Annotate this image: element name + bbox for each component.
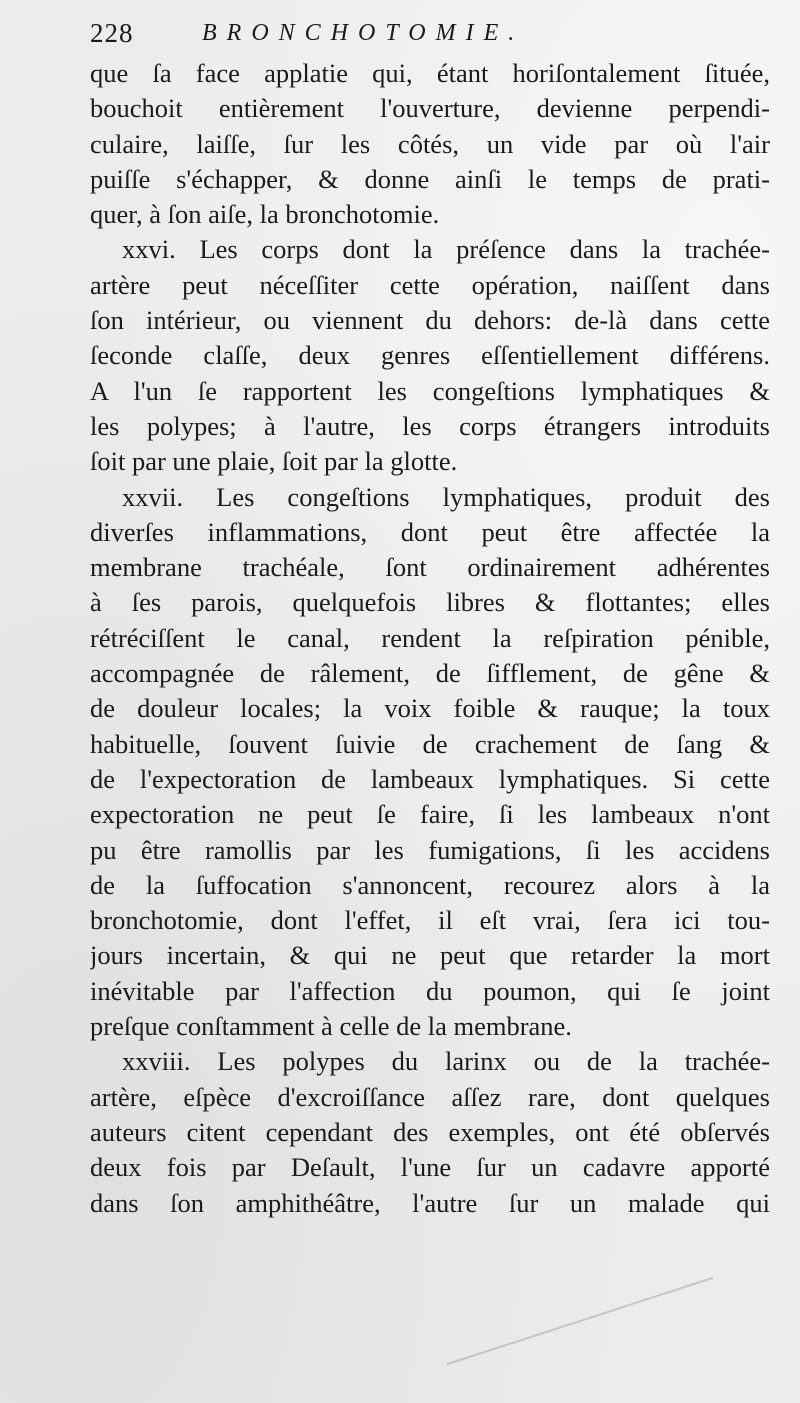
body-text bbox=[90, 56, 770, 1221]
text-line: inévitable par l'affection du poumon, qui ſe joint bbox=[90, 975, 770, 1006]
paragraph-xxvii-start: xxvii. Les congeſtions lymphatiques, produit des bbox=[122, 481, 770, 512]
running-head: BRONCHOTOMIE. bbox=[202, 20, 525, 46]
text-line: bronchotomie, dont l'effet, il eſt vrai, ſera ici tou- bbox=[90, 905, 770, 936]
paragraph-xxviii-start: xxviii. Les polypes du larinx ou de la trachée- bbox=[122, 1046, 770, 1077]
text-line: artère, eſpèce d'excroiſſance aſſez rare, dont quelques bbox=[90, 1081, 770, 1112]
text-line: quer, à ſon aiſe, la bronchotomie. bbox=[90, 199, 440, 230]
text-line: rétréciſſent le canal, rendent la reſpiration pénible, bbox=[90, 622, 770, 653]
text-line: expectoration ne peut ſe faire, ſi les lambeaux n'ont bbox=[90, 799, 770, 830]
page-number: 228 bbox=[90, 18, 134, 48]
text-line: culaire, laiſſe, ſur les côtés, un vide par où l'air bbox=[90, 128, 770, 159]
text-line: de la ſuffocation s'annoncent, recourez alors à la bbox=[90, 869, 770, 900]
text-line: diverſes inflammations, dont peut être affectée la bbox=[90, 516, 770, 547]
text-line: que ſa face applatie qui, étant horiſontalement ſituée, bbox=[90, 58, 770, 88]
text-line: puiſſe s'échapper, & donne ainſi le temps de prati- bbox=[90, 163, 770, 194]
text-line: preſque conſtamment à celle de la membrane. bbox=[90, 1011, 572, 1042]
text-line: pu être ramollis par les fumigations, ſi les accidens bbox=[90, 834, 770, 865]
text-line: bouchoit entièrement l'ouverture, devienne perpendi- bbox=[90, 93, 770, 124]
text-line: habituelle, ſouvent ſuivie de crachement de ſang & bbox=[90, 728, 770, 759]
text-line: jours incertain, & qui ne peut que retarder la mort bbox=[90, 940, 770, 971]
page-header bbox=[90, 14, 650, 54]
text-line: de l'expectoration de lambeaux lymphatiques. Si cette bbox=[90, 763, 770, 794]
text-line: ſeconde claſſe, deux genres eſſentiellement différens. bbox=[90, 340, 770, 371]
text-line: artère peut néceſſiter cette opération, naiſſent dans bbox=[90, 269, 770, 300]
text-line: membrane trachéale, ſont ordinairement adhérentes bbox=[90, 552, 770, 583]
text-line: à ſes parois, quelquefois libres & flottantes; elles bbox=[90, 587, 770, 618]
text-line: de douleur locales; la voix foible & rauque; la toux bbox=[90, 693, 770, 724]
text-line: ſon intérieur, ou viennent du dehors: de-là dans cette bbox=[90, 305, 770, 336]
text-line: dans ſon amphithéâtre, l'autre ſur un malade qui bbox=[90, 1187, 770, 1218]
text-line: les polypes; à l'autre, les corps étrangers introduits bbox=[90, 410, 770, 441]
text-line: A l'un ſe rapportent les congeſtions lymphatiques & bbox=[90, 375, 770, 406]
text-line: auteurs citent cependant des exemples, ont été obſervés bbox=[90, 1116, 770, 1147]
paragraph-xxvi-start: xxvi. Les corps dont la préſence dans la trachée- bbox=[122, 234, 770, 265]
text-line: deux fois par Deſault, l'une ſur un cadavre apporté bbox=[90, 1152, 770, 1183]
text-line: accompagnée de râlement, de ſifflement, de gêne & bbox=[90, 658, 770, 689]
text-line: ſoit par une plaie, ſoit par la glotte. bbox=[90, 446, 458, 477]
paper-crease bbox=[447, 1277, 714, 1365]
